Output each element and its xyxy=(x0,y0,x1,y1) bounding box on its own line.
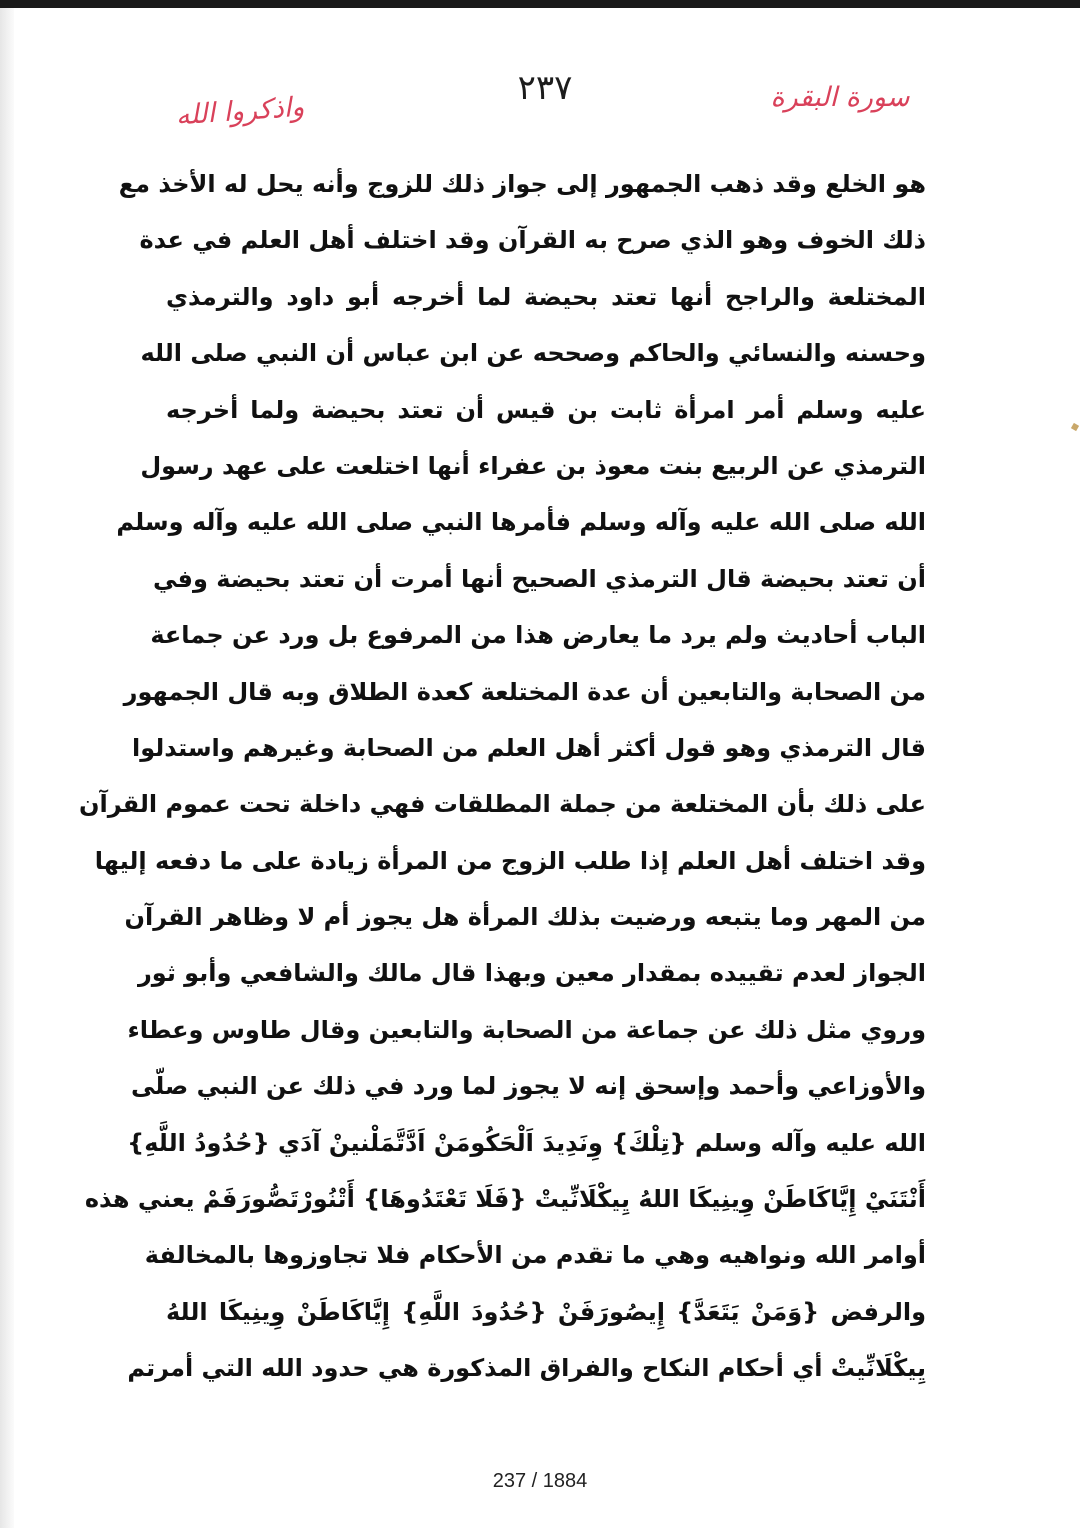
text-line: أَنْتَنَيْ إِيَّاكَاطَنْ وِينِيكَا اللهُ يِيكْلَانِّيتْ {فَلَا تَعْتَدُوهَا} أَتْنُورْتَصُّورَفَمْ يعني هذه xyxy=(84,1185,926,1214)
text-line: المختلعة والراجح أنها تعتد بحيضة لما أخرجه أبو داود والترمذي xyxy=(166,282,926,311)
text-line: من الصحابة والتابعين أن عدة المختلعة كعدة الطلاق وبه قال الجمهور xyxy=(123,677,926,706)
page-body-text xyxy=(78,160,926,1401)
text-line: أوامر الله ونواهيه وهي ما تقدم من الأحكام فلا تجاوزوها بالمخالفة xyxy=(144,1241,926,1270)
text-line: الله عليه وآله وسلم {تِلْكَ} وِنَدِيدَ اَلْحَكُومَنْ اَدَّتَّمَلْنينْ آدَي {حُدُودُ اللَّهِ} xyxy=(127,1128,926,1157)
page-left-shadow xyxy=(0,8,14,1528)
text-line: قال الترمذي وهو قول أكثر أهل العلم من الصحابة وغيرهم واستدلوا xyxy=(132,733,926,762)
text-line: والرفض {وَمَنْ يَتَعَدَّ} إِيصُورَفَنْ {حُدُودَ اللَّهِ} إِيَّاكَاطَنْ وِينِيكَا اللهُ xyxy=(166,1297,926,1326)
text-line: الباب أحاديث ولم يرد ما يعارض هذا من المرفوع بل ورد عن جماعة xyxy=(150,621,926,650)
page-indicator: 237 / 1884 xyxy=(492,1470,588,1492)
text-line: والأوزاعي وأحمد وإسحق إنه لا يجوز لما ورد في ذلك عن النبي صلّى xyxy=(130,1072,926,1101)
margin-note-dhikr: واذكروا الله xyxy=(174,91,306,132)
text-line: عليه وسلم أمر امرأة ثابت بن قيس أن تعتد بحيضة ولما أخرجه xyxy=(166,395,926,424)
text-line: وروي مثل ذلك عن جماعة من الصحابة والتابعين وقال طاوس وعطاء xyxy=(127,1015,926,1044)
text-line: هو الخلع وقد ذهب الجمهور إلى جواز ذلك للزوج وأنه يحل له الأخذ مع xyxy=(118,170,926,198)
text-line: وقد اختلف أهل العلم إذا طلب الزوج من المرأة زيادة على ما دفعه إليها xyxy=(94,846,926,875)
text-line: أن تعتد بحيضة قال الترمذي الصحيح أنها أمرت أن تعتد بحيضة وفي xyxy=(152,564,926,593)
text-line: وحسنه والنسائي والحاكم وصححه عن ابن عباس أن النبي صلى الله xyxy=(140,339,926,368)
text-line: الجواز لعدم تقييده بمقدار معين وبهذا قال مالك والشافعي وأبو ثور xyxy=(137,959,926,988)
text-line: من المهر وما يتبعه ورضيت بذلك المرأة هل يجوز أم لا وظاهر القرآن xyxy=(124,903,926,932)
text-line: يِيكْلَانِّيتْ أي أحكام النكاح والفراق المذكورة هي حدود الله التي أمرتم xyxy=(127,1354,926,1383)
viewer-top-border xyxy=(0,0,1080,8)
text-line: الترمذي عن الربيع بنت معوذ بن عفراء أنها اختلعت على عهد رسول xyxy=(140,451,926,480)
printed-page-number: ٢٣٧ xyxy=(517,68,573,108)
text-line: ذلك الخوف وهو الذي صرح به القرآن وقد اختلف أهل العلم في عدة xyxy=(139,226,926,255)
text-line: الله صلى الله عليه وآله وسلم فأمرها النبي صلى الله عليه وآله وسلم xyxy=(116,508,926,537)
text-line: على ذلك بأن المختلعة من جملة المطلقات فهي داخلة تحت عموم القرآن xyxy=(78,790,926,819)
margin-note-surah: سورة البقرة xyxy=(770,82,910,113)
